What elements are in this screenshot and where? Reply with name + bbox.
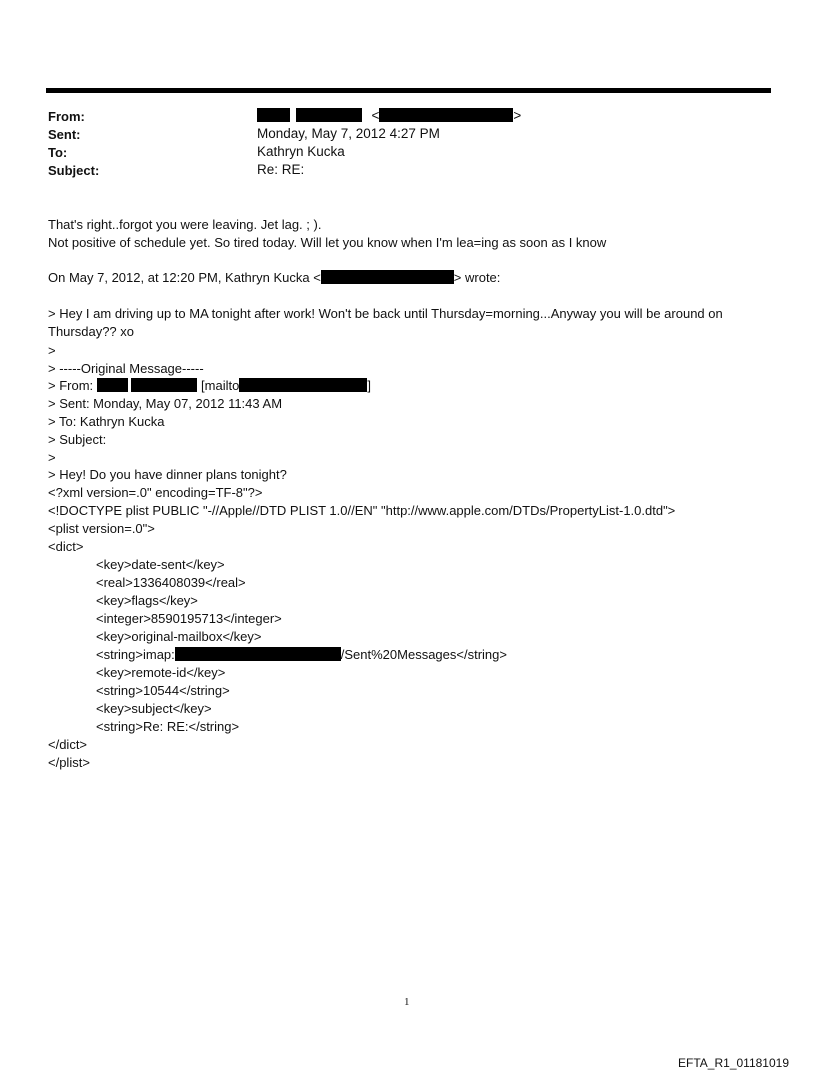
redaction-block bbox=[97, 378, 128, 392]
quoted-line: > bbox=[48, 450, 56, 465]
quoted-line: > -----Original Message----- bbox=[48, 361, 204, 376]
on-wrote-line: On May 7, 2012, at 12:20 PM, Kathryn Kucka < > wrote: bbox=[48, 270, 501, 285]
xml-line: <?xml version=.0" encoding=TF-8"?> bbox=[48, 485, 263, 500]
xml-line: <key>remote-id</key> bbox=[96, 665, 226, 680]
sent-value: Monday, May 7, 2012 4:27 PM bbox=[257, 126, 440, 141]
bates-number: EFTA_R1_01181019 bbox=[678, 1056, 789, 1070]
xml-line: <plist version=.0"> bbox=[48, 521, 155, 536]
sent-label: Sent: bbox=[48, 127, 81, 142]
quoted-from-line: > From: [mailto ] bbox=[48, 378, 371, 393]
redaction-block bbox=[321, 270, 454, 284]
quoted-line: > bbox=[48, 343, 56, 358]
xml-line: </dict> bbox=[48, 737, 88, 752]
header-rule bbox=[46, 88, 771, 93]
xml-line: <string>10544</string> bbox=[96, 683, 230, 698]
from-value: < > bbox=[257, 108, 521, 123]
redaction-block bbox=[175, 647, 341, 661]
redaction-block bbox=[296, 108, 362, 122]
body-line: That's right..forgot you were leaving. Jet lag. ; ). bbox=[48, 217, 322, 232]
body-line: Not positive of schedule yet. So tired today. Will let you know when I'm lea=ing as soon as I know bbox=[48, 235, 607, 250]
redaction-block bbox=[257, 108, 290, 122]
xml-line: <dict> bbox=[48, 539, 84, 554]
xml-line: <string>Re: RE:</string> bbox=[96, 719, 240, 734]
page-number: 1 bbox=[404, 996, 410, 1008]
to-label: To: bbox=[48, 145, 68, 160]
subject-value: Re: RE: bbox=[257, 162, 305, 177]
redaction-block bbox=[379, 108, 513, 122]
xml-line: <!DOCTYPE plist PUBLIC "-//Apple//DTD PLIST 1.0//EN" "http://www.apple.com/DTDs/PropertyList-1.0.dtd"> bbox=[48, 503, 676, 518]
quoted-line: > Hey! Do you have dinner plans tonight? bbox=[48, 467, 287, 482]
quoted-line: > To: Kathryn Kucka bbox=[48, 414, 165, 429]
redaction-block bbox=[131, 378, 197, 392]
quoted-line: > Subject: bbox=[48, 432, 107, 447]
xml-line: <key>date-sent</key> bbox=[96, 557, 225, 572]
xml-line: <key>flags</key> bbox=[96, 593, 198, 608]
quoted-line: > Sent: Monday, May 07, 2012 11:43 AM bbox=[48, 396, 283, 411]
xml-line: <real>1336408039</real> bbox=[96, 575, 246, 590]
xml-line: <string>imap: /Sent%20Messages</string> bbox=[96, 647, 507, 662]
xml-line: <key>original-mailbox</key> bbox=[96, 629, 262, 644]
from-label: From: bbox=[48, 109, 85, 124]
to-value: Kathryn Kucka bbox=[257, 144, 345, 159]
subject-label: Subject: bbox=[48, 163, 100, 178]
xml-line: </plist> bbox=[48, 755, 90, 770]
quoted-line: > Hey I am driving up to MA tonight after work! Won't be back until Thursday=morning...Anyway you will be around on Thursday?? xo bbox=[48, 306, 723, 339]
redaction-block bbox=[239, 378, 367, 392]
xml-line: <key>subject</key> bbox=[96, 701, 212, 716]
xml-line: <integer>8590195713</integer> bbox=[96, 611, 282, 626]
